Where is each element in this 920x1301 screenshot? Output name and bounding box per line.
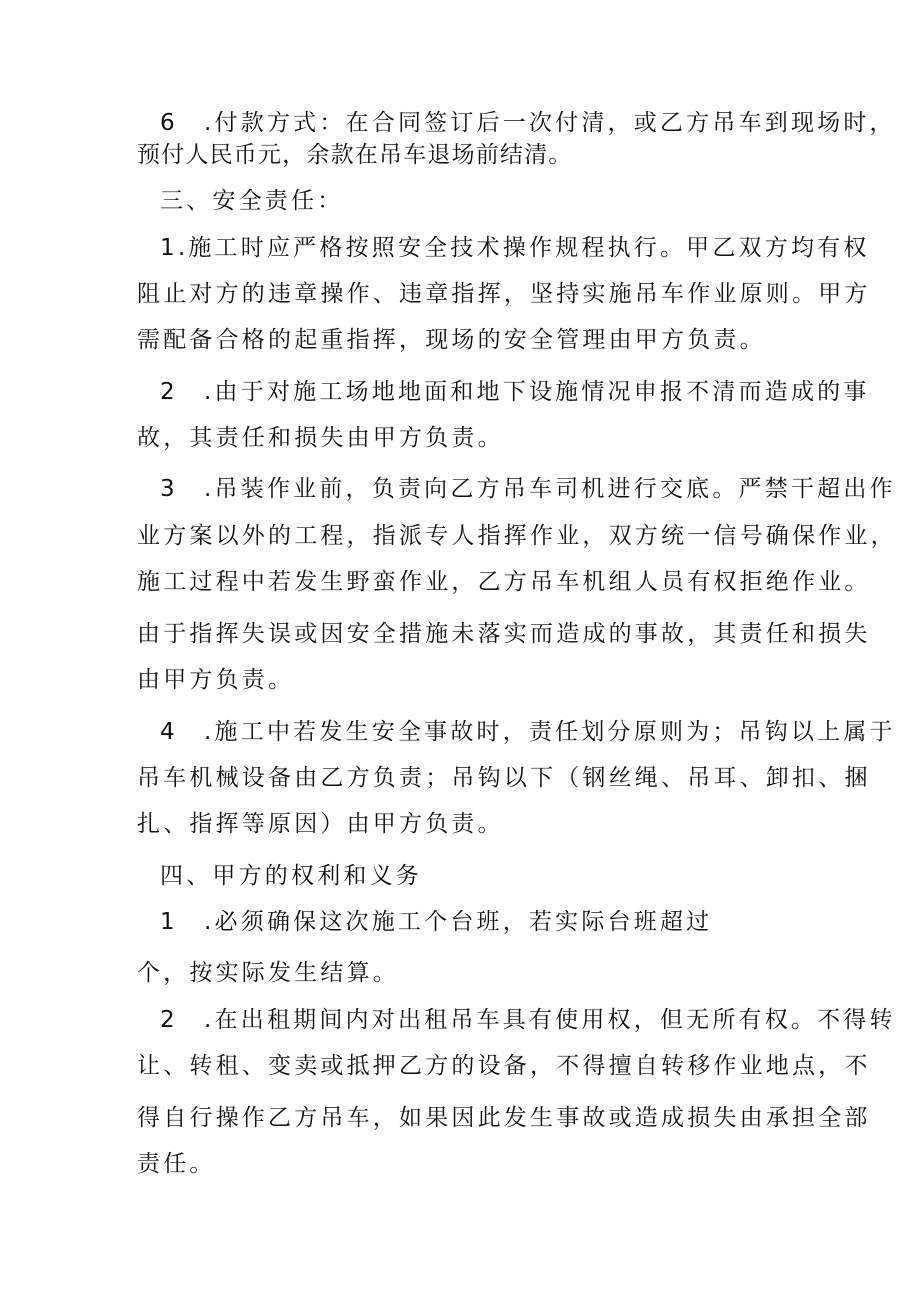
text-line: 3 .吊装作业前，负责向乙方吊车司机进行交底。严禁干超出作 [160, 476, 896, 502]
text-line: 6 .付款方式：在合同签订后一次付清，或乙方吊车到现场时， [160, 110, 896, 136]
text-line: 预付人民币元，余款在吊车退场前结清。 [137, 142, 573, 168]
text-line: 施工过程中若发生野蛮作业，乙方吊车机组人员有权拒绝作业。 [137, 569, 871, 595]
text-line: 阻止对方的违章操作、违章指挥，坚持实施吊车作业原则。甲方 [137, 281, 871, 307]
text-line: 责任。 [137, 1151, 216, 1177]
text-line: 吊车机械设备由乙方负责；吊钩以下（钢丝绳、吊耳、卸扣、捆 [137, 765, 871, 791]
text-line: 让、转租、变卖或抵押乙方的设备，不得擅自转移作业地点，不 [137, 1053, 871, 1079]
text-line: 1.施工时应严格按照安全技术操作规程执行。甲乙双方均有权 [160, 235, 870, 261]
text-line: 2 .在出租期间内对出租吊车具有使用权，但无所有权。不得转 [160, 1007, 896, 1033]
text-line: 扎、指挥等原因）由甲方负责。 [137, 811, 504, 837]
text-line: 由于指挥失误或因安全措施未落实而造成的事故，其责任和损失 [137, 621, 871, 647]
text-line: 个，按实际发生结算。 [137, 960, 399, 986]
section-heading: 四、甲方的权利和义务 [160, 863, 422, 889]
text-line: 故，其责任和损失由甲方负责。 [137, 425, 504, 451]
text-line: 得自行操作乙方吊车，如果因此发生事故或造成损失由承担全部 [137, 1105, 871, 1131]
text-line: 1 .必须确保这次施工个台班，若实际台班超过 [160, 909, 713, 935]
section-heading: 三、安全责任： [160, 188, 344, 214]
text-line: 2 .由于对施工场地地面和地下设施情况申报不清而造成的事 [160, 379, 870, 405]
text-line: 4 .施工中若发生安全事故时，责任划分原则为；吊钩以上属于 [160, 719, 896, 745]
text-line: 需配备合格的起重指挥，现场的安全管理由甲方负责。 [137, 327, 766, 353]
text-line: 由甲方负责。 [137, 667, 295, 693]
text-line: 业方案以外的工程，指派专人指挥作业，双方统一信号确保作业， [137, 523, 897, 549]
